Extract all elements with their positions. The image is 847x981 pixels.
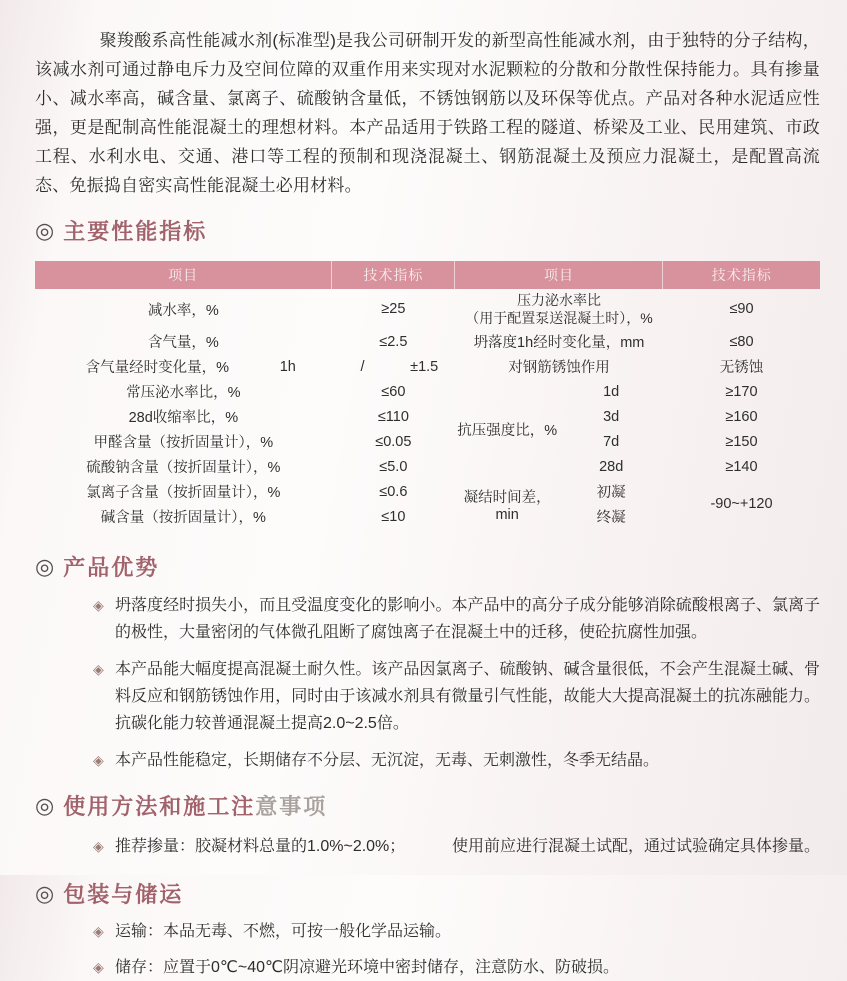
cell-value: ≥25 (381, 301, 406, 317)
list-item (35, 747, 820, 774)
section-title-faded: 意事项 (255, 794, 328, 819)
cell-item: 减水率，% (147, 302, 219, 319)
cell-item: 对钢筋锈蚀作用 (508, 360, 610, 376)
cell-age: 3d (603, 408, 620, 425)
table-row (35, 454, 820, 479)
section-title: 包装与储运 (63, 882, 184, 907)
cell-value: ≥150 (725, 433, 758, 450)
cell-item: 氯离子含量（按折固量计），% (86, 485, 281, 501)
section-title-main: 使用方法和施工注 (63, 794, 256, 819)
cell-item (35, 354, 332, 379)
section-marker-icon: ◎ (35, 553, 55, 579)
diamond-bullet-icon: ◈ (93, 752, 104, 768)
col-header-item-left: 项目 (35, 261, 332, 289)
list-item (35, 592, 820, 646)
dosage-text: 推荐掺量：胶凝材料总量的1.0%~2.0%； (115, 838, 406, 855)
performance-table (35, 261, 820, 529)
cell-value (332, 354, 455, 379)
list-item (35, 954, 820, 981)
section-marker-icon: ◎ (35, 880, 55, 906)
cell-line: （用于配置泵送混凝土时），% (465, 310, 653, 326)
cell-value: ±1.5 (410, 358, 439, 375)
bullet-text: 运输：本品无毒、不燃，可按一般化学品运输。 (115, 923, 452, 940)
intro-paragraph: 聚羧酸系高性能减水剂(标准型)是我公司研制开发的新型高性能减水剂，由于独特的分子结构，该减水剂可通过静电斥力及空间位障的双重作用来实现对水泥颗粒的分散和分散性保持能力。具有掺量小、减水率高，碱含量、氯离子、硫酸钠含量低，不锈蚀钢筋以及环保等优点。产品对各种水泥适应性强，更是配制高性能混凝土的理想材料。本产品适用于铁路工程的隧道、桥梁及工业、民用建筑、市政工程、水利水电、交通、港口等工程的预制和现浇混凝土、钢筋混凝土及预应力混凝土，是配置高流态、免振捣自密实高性能混凝土必用材料。 (35, 31, 820, 195)
section-heading-packaging (35, 878, 820, 909)
cell-value: ≥160 (725, 408, 758, 425)
cell-age: 初凝 (596, 485, 626, 501)
cell-item: 坍落度1h经时变化量，mm (473, 335, 645, 351)
cell-item: 碱含量（按折固量计），% (100, 510, 266, 526)
bullet-text: 储存：应置于0℃~40℃阴凉避光环境中密封储存，注意防水、防破损。 (115, 959, 619, 976)
cell-item: 常压泌水率比，% (126, 385, 241, 401)
section-heading-performance (35, 215, 820, 246)
cell-item: 甲醛含量（按折固量计），% (93, 435, 274, 451)
cell-value: ≤60 (381, 383, 406, 400)
cell-slash: / (360, 358, 365, 375)
cell-item: 硫酸钠含量（按折固量计），% (86, 460, 281, 476)
cell-age: 28d (599, 458, 624, 475)
table-row (35, 329, 820, 354)
table-row (35, 404, 820, 429)
cell-value: ≥140 (725, 458, 758, 475)
table-row (35, 354, 820, 379)
diamond-bullet-icon: ◈ (93, 838, 104, 854)
cell-item: 28d收缩率比，% (128, 410, 239, 426)
cell-line: 压力泌水率比 (516, 292, 601, 308)
bullet-text: 本产品能大幅度提高混凝土耐久性。该产品因氯离子、硫酸钠、碱含量很低，不会产生混凝土碱、骨料反应和钢筋锈蚀作用，同时由于该减水剂具有微量引气性能，故能大大提高混凝土的抗冻融能力。抗碳化能力较普通混凝土提高2.0~2.5倍。 (115, 661, 820, 732)
table-row (35, 479, 820, 504)
bullet-text: 坍落度经时损失小，而且受温度变化的影响小。本产品中的高分子成分能够消除硫酸根离子、氯离子的极性，大量密闭的气体微孔阻断了腐蚀离子在混凝土中的迁移，使砼抗腐性加强。 (115, 597, 820, 641)
cell-age: 7d (603, 433, 620, 450)
cell-value: ≤90 (729, 301, 754, 317)
diamond-bullet-icon: ◈ (93, 597, 104, 613)
diamond-bullet-icon: ◈ (93, 923, 104, 939)
cell-value: ≤2.5 (379, 333, 408, 350)
col-header-value-right: 技术指标 (663, 261, 820, 289)
cell-value: 无锈蚀 (719, 360, 764, 376)
table-row (35, 289, 820, 329)
section-heading-advantages (35, 551, 820, 582)
cell-group-label: 抗压强度比，% (457, 422, 558, 439)
diamond-bullet-icon: ◈ (93, 661, 104, 677)
cell-value: ≤0.6 (379, 483, 408, 500)
cell-value: ≥170 (725, 383, 758, 400)
cell-label: 含气量经时变化量，% (85, 360, 230, 376)
bullet-text: 本产品性能稳定，长期储存不分层、无沉淀，无毒、无刺激性，冬季无结晶。 (115, 752, 660, 769)
diamond-bullet-icon: ◈ (93, 959, 104, 975)
cell-item (455, 289, 663, 329)
section-heading-usage (35, 790, 820, 821)
bullet-text (115, 833, 820, 860)
cell-value: ≤80 (729, 333, 754, 350)
section-marker-icon: ◎ (35, 792, 55, 818)
advantages-list (35, 592, 820, 774)
cell-subtime: 1h (279, 358, 296, 375)
cell-value: ≤5.0 (379, 458, 408, 475)
cell-value: ≤0.05 (375, 433, 412, 450)
table-row (35, 429, 820, 454)
table-header-row (35, 261, 820, 289)
col-header-item-right: 项目 (455, 261, 663, 289)
cell-item: 含气量，% (147, 335, 219, 351)
cell-age: 1d (603, 383, 620, 400)
list-item (35, 918, 820, 945)
col-header-value-left: 技术指标 (332, 261, 455, 289)
section-title: 主要性能指标 (63, 219, 208, 244)
cell-group-label: 凝结时间差，min (463, 489, 551, 523)
cell-value: -90~+120 (710, 496, 773, 512)
cell-value: ≤110 (377, 408, 409, 425)
section-title: 产品优势 (63, 555, 160, 580)
cell-value: ≤10 (381, 508, 406, 525)
table-row (35, 379, 820, 404)
section-title (63, 790, 327, 821)
trial-mix-text: 使用前应进行混凝土试配，通过试验确定具体掺量。 (451, 838, 820, 855)
list-item (35, 656, 820, 737)
section-marker-icon: ◎ (35, 217, 55, 243)
list-item (35, 833, 820, 860)
cell-age: 终凝 (596, 510, 626, 526)
